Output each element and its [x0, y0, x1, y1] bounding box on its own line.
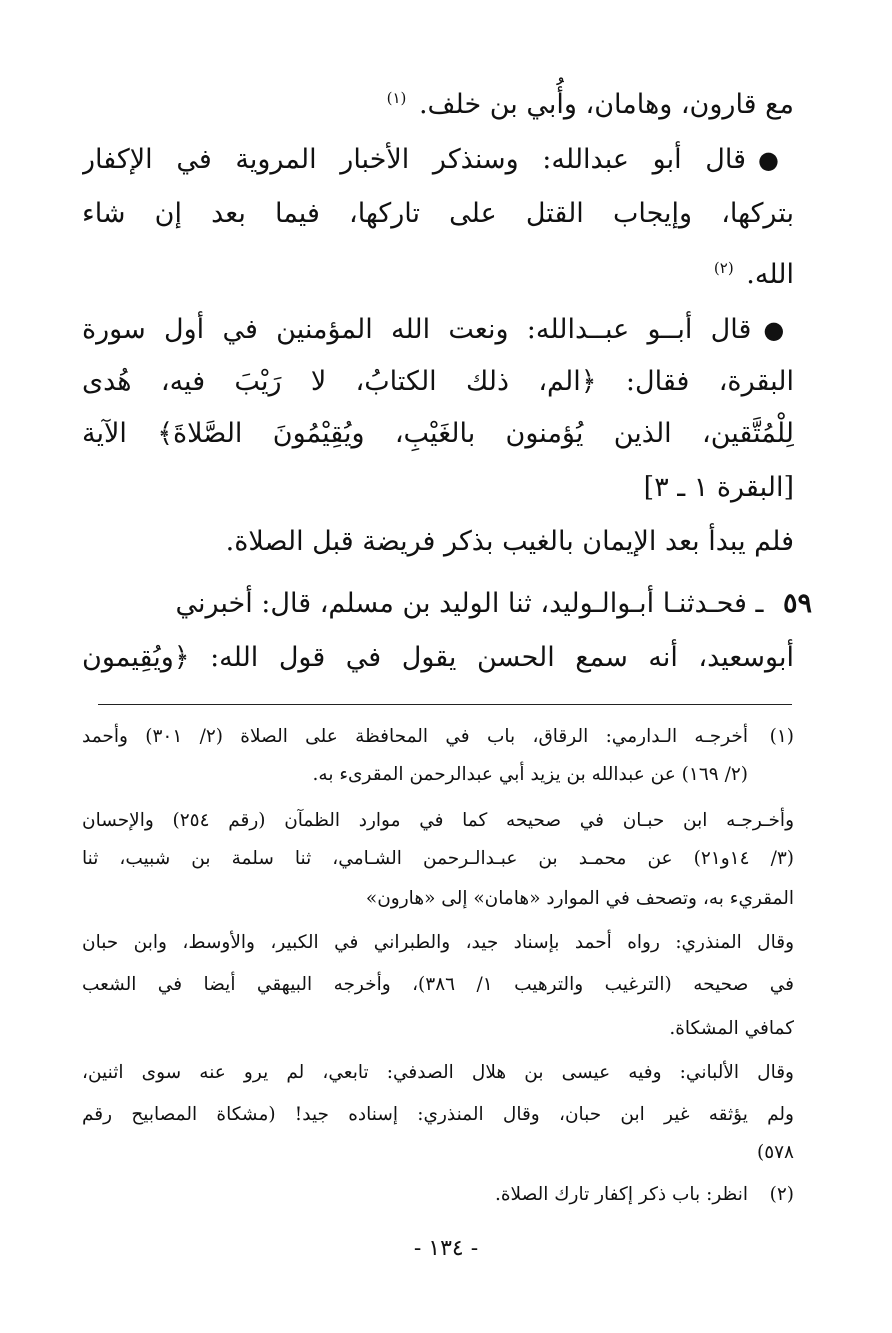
footnote-number: (٢) — [769, 1184, 794, 1205]
paragraph-line: ● قال أبو عبدالله: وسنذكر الأخبار المروية في الإكفار — [82, 132, 794, 188]
footnote-line: وقال الألباني: وفيه عيسى بن هلال الصدفي: تابعي، لم يرو عنه سوى اثنين، — [82, 1062, 794, 1083]
paragraph-line: البقرة، فقال: ﴿الم، ذلك الكتابُ، لا رَيْبَ فيه، هُدى — [82, 366, 794, 397]
paragraph-line: لِلْمُتَّقين، الذين يُؤمنون بالغَيْبِ، ويُقِيْمُونَ الصَّلاةَ﴾ الآية — [82, 418, 794, 449]
footnote-line: وقال المنذري: رواه أحمد بإسناد جيد، والطبراني في الكبير، والأوسط، وابن حبان — [82, 932, 794, 953]
main-line-text: مع قارون، وهامان، وأُبي بن خلف. — [418, 89, 794, 120]
page-number: - ١٣٤ - — [413, 1236, 479, 1261]
footnote-divider — [98, 704, 792, 705]
paragraph-line: بتركها، وإيجاب القتل على تاركها، فيما بعد إن شاء — [82, 198, 794, 229]
footnote-line: أخرجـه الـدارمي: الرقاق، باب في المحافظة على الصلاة (٢/ ٣٠١) وأحمد — [82, 726, 748, 747]
footnote-number: (١) — [769, 726, 794, 747]
footnote-line: (٣/ ١٤و٢١) عن محمـد بن عبـدالـرحمن الشـامي، ثنا سلمة بن شبيب، ثنا — [82, 848, 794, 869]
footnote-line: كمافي المشكاة. — [669, 1018, 794, 1039]
footnote-line: (٢/ ١٦٩) عن عبدالله بن يزيد أبي عبدالرحمن المقرىء به. — [312, 764, 748, 785]
footnote-line: ولم يؤثقه غير ابن حبان، وقال المنذري: إسناده جيد! (مشكاة المصابيح رقم — [82, 1104, 794, 1125]
footnote-ref: (٢) — [713, 259, 734, 277]
footnote-line: المقريء به، وتصحف في الموارد «هامان» إلى «هارون» — [365, 888, 794, 909]
hadith-line-text: ـ فحـدثنـا أبـوالـوليد، ثنا الوليد بن مسلم، قال: أخبرني — [175, 588, 764, 619]
footnote-line: انظر: باب ذكر إكفار تارك الصلاة. — [494, 1184, 748, 1205]
footnote-line: ٥٧٨) — [756, 1142, 794, 1163]
paragraph-line: فلم يبدأ بعد الإيمان بالغيب بذكر فريضة قبل الصلاة. — [225, 526, 794, 557]
quran-reference: [البقرة ١ ـ ٣] — [643, 472, 794, 503]
hadith-number: ٥٩ — [782, 588, 812, 619]
footnote-ref: (١) — [386, 89, 407, 107]
main-line — [82, 70, 794, 126]
paragraph-line-text: الله. — [746, 259, 794, 290]
footnote-line: وأخـرجـه ابن حبـان في صحيحه كما في موارد الظمآن (رقم ٢٥٤) والإحسان — [82, 810, 794, 831]
paragraph-line — [82, 240, 794, 296]
hadith-line: أبوسعيد، أنه سمع الحسن يقول في قول الله: ﴿ويُقِيمون — [82, 642, 794, 673]
paragraph-line: ● قال أبــو عبــدالله: ونعت الله المؤمنين في أول سورة — [82, 302, 794, 358]
hadith-line — [82, 576, 812, 632]
footnote-line: في صحيحه (الترغيب والترهيب ١/ ٣٨٦)، وأخرجه البيهقي أيضا في الشعب — [82, 974, 794, 995]
